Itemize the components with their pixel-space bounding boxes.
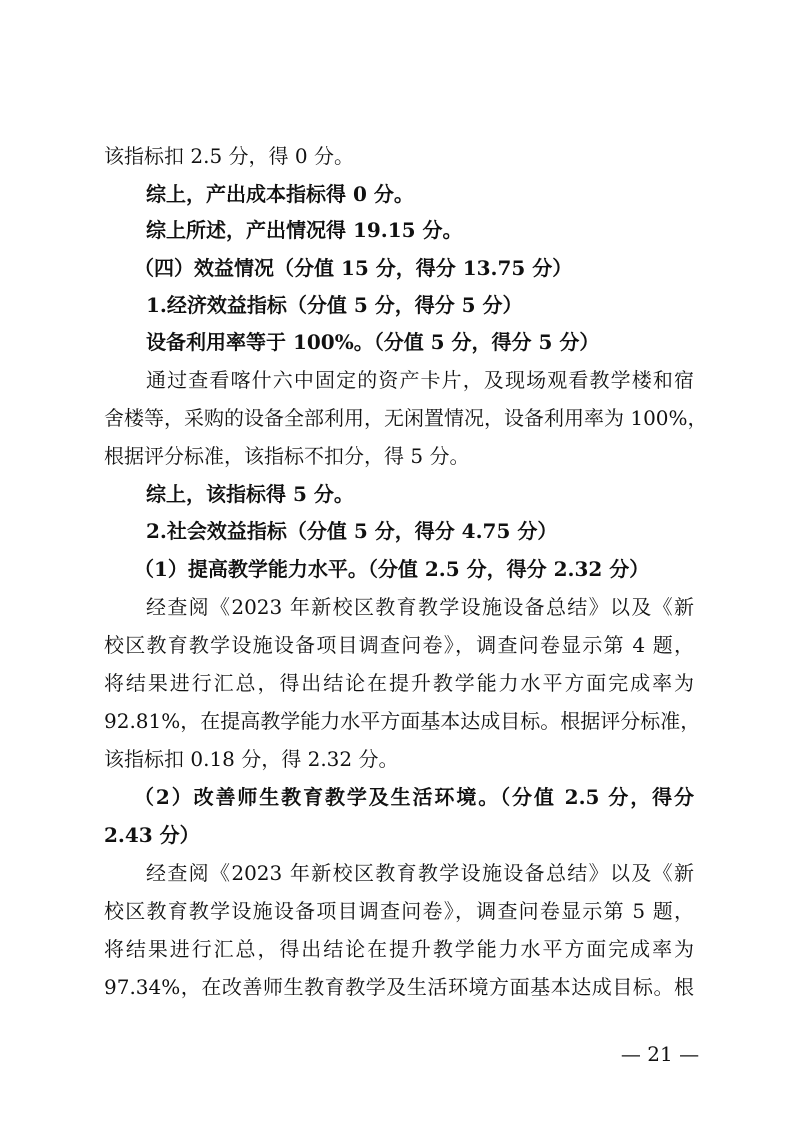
paragraph-line: 通过查看喀什六中固定的资产卡片，及现场观看教学楼和宿: [146, 368, 694, 392]
indicator-heading-cont: 2.43 分）: [104, 823, 200, 847]
page-number: — 21 —: [620, 1042, 700, 1066]
text-line: 该指标扣 2.5 分，得 0 分。: [104, 144, 354, 168]
paragraph-line: 92.81%，在提高教学能力水平方面基本达成目标。根据评分标准，: [104, 709, 701, 733]
summary-line: 综上，产出成本指标得 0 分。: [146, 182, 414, 206]
paragraph-line: 校区教育教学设施设备项目调查问卷》，调查问卷显示第 5 题，: [104, 899, 694, 923]
paragraph-line: 97.34%，在改善师生教育教学及生活环境方面基本达成目标。根: [104, 975, 694, 999]
paragraph-line: 舍楼等，采购的设备全部利用，无闲置情况，设备利用率为 100%，: [104, 406, 708, 430]
paragraph-line: 该指标扣 0.18 分，得 2.32 分。: [104, 747, 399, 771]
paragraph-line: 经查阅《2023 年新校区教育教学设施设备总结》以及《新: [146, 861, 694, 885]
summary-line: 综上所述，产出情况得 19.15 分。: [146, 218, 463, 242]
paragraph-line: 根据评分标准，该指标不扣分，得 5 分。: [104, 444, 470, 468]
subsection-heading: 2.社会效益指标（分值 5 分，得分 4.75 分）: [146, 519, 558, 543]
indicator-heading: 设备利用率等于 100%。（分值 5 分，得分 5 分）: [146, 330, 600, 354]
paragraph-line: 将结果进行汇总，得出结论在提升教学能力水平方面完成率为: [104, 671, 694, 695]
subsection-heading: 1.经济效益指标（分值 5 分，得分 5 分）: [146, 293, 523, 317]
section-heading: （四）效益情况（分值 15 分，得分 13.75 分）: [134, 256, 573, 280]
indicator-heading: （2）改善师生教育教学及生活环境。（分值 2.5 分，得分: [134, 785, 694, 809]
indicator-heading: （1）提高教学能力水平。（分值 2.5 分，得分 2.32 分）: [134, 557, 650, 581]
paragraph-line: 将结果进行汇总，得出结论在提升教学能力水平方面完成率为: [104, 937, 694, 961]
paragraph-line: 经查阅《2023 年新校区教育教学设施设备总结》以及《新: [146, 595, 694, 619]
summary-line: 综上，该指标得 5 分。: [146, 482, 354, 506]
paragraph-line: 校区教育教学设施设备项目调查问卷》，调查问卷显示第 4 题，: [104, 633, 694, 657]
